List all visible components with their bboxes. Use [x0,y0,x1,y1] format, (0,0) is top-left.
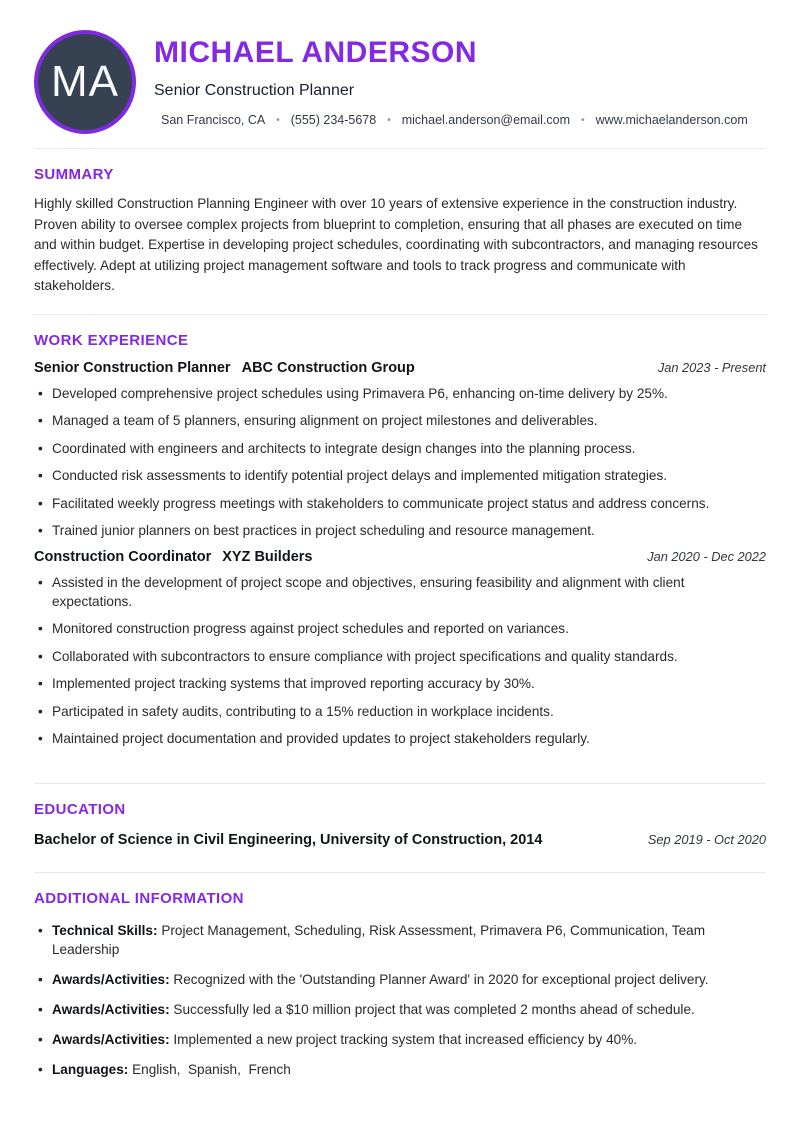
contact-row [154,113,748,127]
additional-info-item [34,921,766,959]
item-label: Awards/Activities: [52,1001,170,1017]
education-dates: Sep 2019 - Oct 2020 [647,831,766,847]
candidate-name: MICHAEL ANDERSON [154,36,478,69]
resume-header [34,30,766,149]
item-text: Project Management, Scheduling, Risk Assessment, Primavera P6, Communication, Team Leadership [52,922,709,957]
section-education [34,784,766,873]
education-degree: Bachelor of Science in Civil Engineering, University of Construction, 2014 [34,831,543,848]
job-title-company [34,549,312,565]
job-bullet: • Maintained project documentation and provided updates to project stakeholders regularly. [34,729,766,748]
job-bullet: • Participated in safety audits, contributing to a 15% reduction in workplace incidents. [34,702,766,721]
dot-separator-icon: • [276,114,280,126]
additional-info-item [34,1030,766,1049]
additional-info-item [34,1000,766,1019]
job-dates: Jan 2023 - Present [657,359,766,375]
job-bullet: • Conducted risk assessments to identify potential project delays and implemented mitigation strategies. [34,466,766,485]
item-label: Languages: [52,1061,129,1077]
dot-separator-icon: • [581,114,585,126]
section-summary [34,149,766,315]
summary-heading: SUMMARY [34,166,114,183]
job-header [34,360,766,376]
education-heading: EDUCATION [34,800,126,818]
item-text: Recognized with the 'Outstanding Planner Award' in 2020 for exceptional project delivery. [173,971,709,987]
work-experience-heading: WORK EXPERIENCE [34,331,189,349]
section-additional-information [34,873,766,1107]
job-bullet: • Assisted in the development of project scope and objectives, ensuring feasibility and alignment with client expectations. [34,573,766,611]
job-header [34,549,766,565]
contact-email: michael.anderson@email.com [401,113,571,127]
item-text: Successfully led a $10 million project that was completed 2 months ahead of schedule. [173,1001,695,1017]
job-bullet: • Developed comprehensive project schedules using Primavera P6, enhancing on-time delivery by 25%. [34,384,766,403]
job-bullet-list [34,384,766,541]
job-bullet-list [34,573,766,749]
contact-location: San Francisco, CA [161,113,266,127]
job-role: Construction Coordinator [34,548,212,565]
additional-info-item [34,970,766,989]
contact-phone: (555) 234-5678 [290,113,377,127]
summary-text: Highly skilled Construction Planning Engineer with over 10 years of extensive experience in the construction industry. Proven ability to oversee complex projects from blueprint to completion, ensuring that all phases are executed on time and within budget. Expertise in developing project schedules, coordinating with subcontractors, and managing resources effectively. Adept at utilizing project management software and tools to track progress and communicate with stakeholders. [34,196,758,293]
job-bullet: • Facilitated weekly progress meetings with stakeholders to communicate project status and address concerns. [34,494,766,513]
item-text: English, Spanish, French [132,1061,291,1077]
additional-info-list [34,921,766,1079]
job-bullet: • Monitored construction progress against project schedules and reported on variances. [34,619,766,638]
job-bullet: • Trained junior planners on best practices in project scheduling and resource management. [34,521,766,540]
job-entry [34,360,766,541]
job-company: ABC Construction Group [241,359,415,376]
dot-separator-icon: • [387,114,391,126]
job-bullet: • Managed a team of 5 planners, ensuring alignment on project milestones and deliverables. [34,411,766,430]
item-label: Awards/Activities: [52,1031,170,1047]
job-dates: Jan 2020 - Dec 2022 [647,548,766,564]
contact-website: www.michaelanderson.com [595,113,748,127]
item-label: Awards/Activities: [52,971,170,987]
section-work-experience [34,315,766,784]
avatar-initials: MA [51,57,119,106]
additional-info-item [34,1060,766,1079]
candidate-job-title: Senior Construction Planner [154,82,355,99]
job-bullet: • Implemented project tracking systems that improved reporting accuracy by 30%. [34,674,766,693]
job-role: Senior Construction Planner [34,359,231,376]
education-entry [34,832,766,848]
job-bullet: • Coordinated with engineers and architects to integrate design changes into the planning process. [34,439,766,458]
item-label: Technical Skills: [52,922,158,938]
job-company: XYZ Builders [222,548,313,565]
avatar [34,30,136,134]
job-bullet: • Collaborated with subcontractors to ensure compliance with project specifications and quality standards. [34,647,766,666]
item-text: Implemented a new project tracking system that increased efficiency by 40%. [173,1031,638,1047]
additional-information-heading: ADDITIONAL INFORMATION [34,889,244,907]
job-title-company [34,360,415,376]
header-text [154,30,748,127]
job-entry [34,549,766,749]
